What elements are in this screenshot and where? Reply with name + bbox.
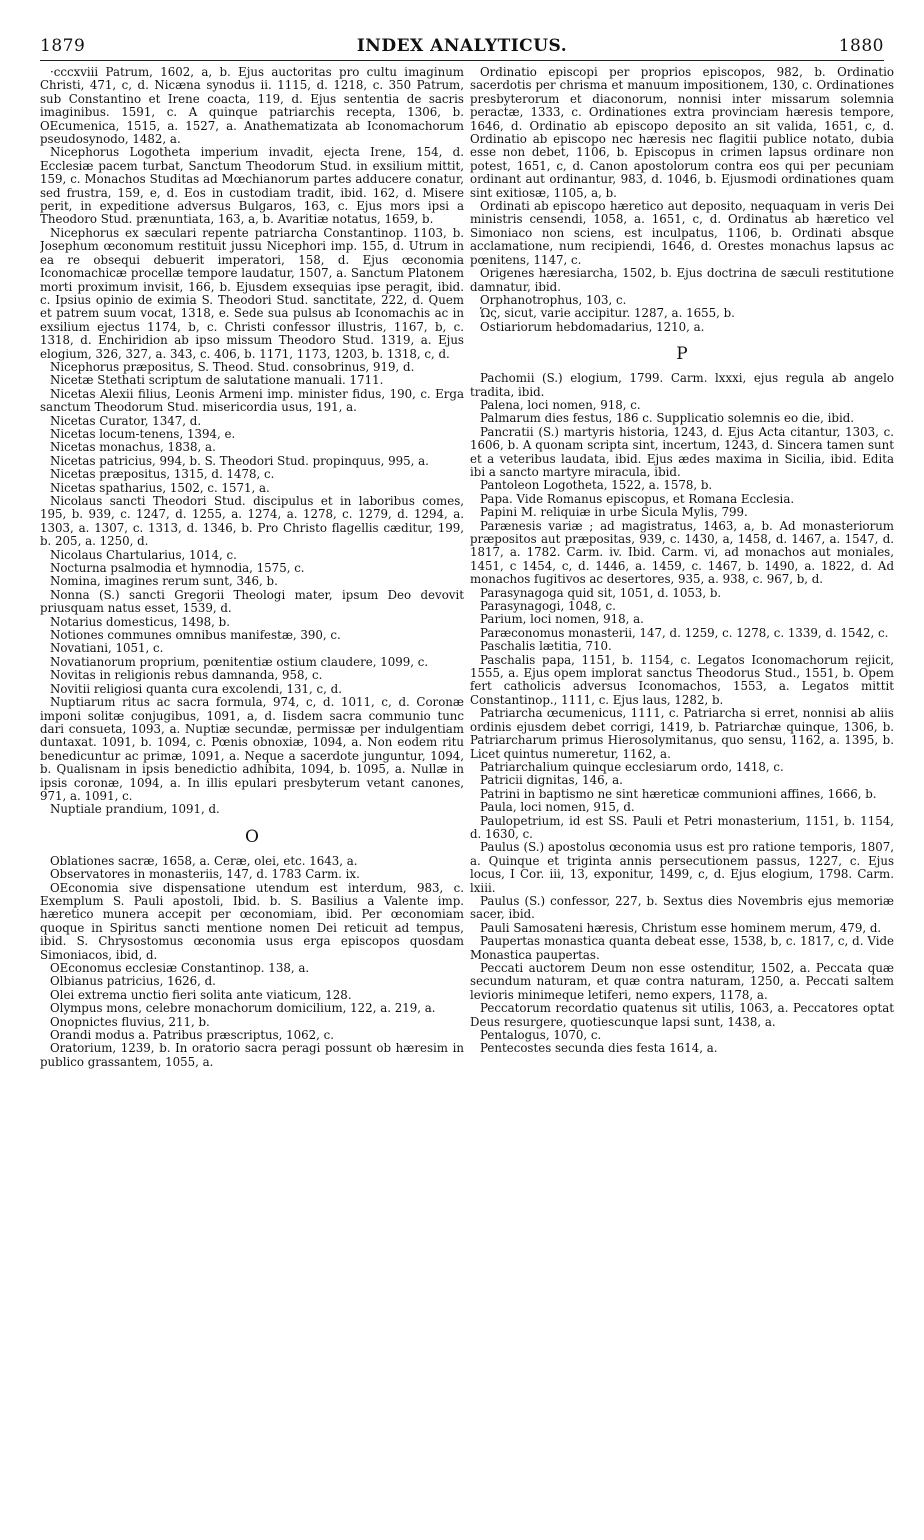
index-entry: Nicetas spatharius, 1502, c. 1571, a. — [50, 480, 270, 495]
index-entry: Papa. Vide Romanus episcopus, et Romana Ecclesia. — [480, 491, 795, 506]
index-entry: Nicephorus ex sæculari repente patriarcha Constantinop. 1103, b. Josephum œconomum restituit jussu Nicephori imp. 155, d. Utrum in ea re obsequi debuerit imperatori, 158, d. Ejus œconomia Iconomachicæ procellæ tempore laudatur, 1507, a. Sanctum Platonem morti proximum invisit, 166, b. Ejusdem exsequias ipse peragit, ibid. c. Ipsius opinio de eximia S. Theodori Stud. sanctitate, 222, d. Quem et patrem suum vocat, 1318, e. Sede sua pulsus ab Iconomachis ac in exsilium ejectus 1174, b, c. Christi confessor illustris, 1167, b, c. 1318, d. Enchiridion ab ipso missum Theodoro Stud. 1319, a. Ejus elogium, 326, 327, a. 343, c. 406, b. 1171, 1173, 1203, b. 1318, c, d. — [40, 225, 464, 361]
index-entry: Novitas in religionis rebus damnanda, 958, c. — [50, 668, 323, 683]
index-entry: Ὡς, sicut, varie accipitur. 1287, a. 1655, b. — [480, 306, 735, 321]
index-entry: Paupertas monastica quanta debeat esse, 1538, b, c. 1817, c, d. Vide Monastica paupertas. — [470, 934, 894, 962]
index-entry: Onopnictes fluvius, 211, b. — [50, 1014, 210, 1029]
index-entry: Orphanotrophus, 103, c. — [480, 292, 627, 307]
running-header — [40, 36, 884, 61]
index-entry: Parasynagoga quid sit, 1051, d. 1053, b. — [480, 585, 722, 600]
index-entry: Origenes hæresiarcha, 1502, b. Ejus doctrina de sæculi restitutione damnatur, ibid. — [470, 266, 894, 294]
index-entry: Nicolaus sancti Theodori Stud. discipulus et in laboribus comes, 195, b. 939, c. 1247, d. 1255, a. 1274, a. 1278, c. 1279, d. 1294, a. 1303, a. 1307, c. 1313, d. 1346, b. Pro Christo flagellis cæditur, 199, b. 205, a. 1250, d. — [40, 494, 464, 549]
index-entry: Palena, loci nomen, 918, c. — [480, 397, 641, 412]
index-entry: Patrini in baptismo ne sint hæreticæ communioni affines, 1666, b. — [480, 786, 877, 801]
page-number-left: 1879 — [40, 36, 86, 56]
index-entry: Pauli Samosateni hæresis, Christum esse hominem merum, 479, d. — [480, 920, 882, 935]
index-entry: OEconomus ecclesiæ Constantinop. 138, a. — [50, 961, 310, 975]
index-entry: Notiones communes omnibus manifestæ, 390, c. — [50, 628, 341, 643]
index-entry: Nicetas locum-tenens, 1394, e. — [50, 426, 236, 441]
index-entry: Parium, loci nomen, 918, a. — [480, 612, 644, 627]
index-entry: OEconomia sive dispensatione utendum est interdum, 983, c. Exemplum S. Pauli apostoli, Ibid. b. S. Basilius a Valente imp. hæretico munera accepit per œconomiam, ibid. Per œconomiam quoque in Spiritus sancti mentione nomen Dei reticuit ad tempus, ibid. S. Chrysostomus œconomia usus erga episcopos quosdam Simoniacos, ibid, d. — [40, 880, 464, 962]
right-column — [470, 66, 894, 1530]
index-entry: Novatiani, 1051, c. — [50, 641, 164, 656]
index-entry: Paræconomus monasterii, 147, d. 1259, c. 1278, c. 1339, d. 1542, c. — [480, 625, 889, 640]
index-entry: Pachomii (S.) elogium, 1799. Carm. lxxxi, ejus regula ab angelo tradita, ibid. — [470, 371, 894, 399]
index-entry: Nomina, imagines rerum sunt, 346, b. — [50, 574, 278, 589]
index-entry: Peccati auctorem Deum non esse ostenditur, 1502, a. Peccata quæ secundum naturam, et quæ contra naturam, 1250, a. Peccati saltem levioris minimeque letiferi, nemo expers, 1178, a. — [470, 961, 894, 1002]
index-entry: Oblationes sacræ, 1658, a. Ceræ, olei, etc. 1643, a. — [50, 853, 358, 868]
index-entry: Papini M. reliquiæ in urbe Sicula Mylis, 799. — [480, 505, 748, 520]
left-column — [40, 66, 464, 1530]
index-entry: Paula, loci nomen, 915, d. — [480, 800, 635, 815]
index-entry: Nicetas Curator, 1347, d. — [50, 413, 202, 428]
index-entry: Nicetas præpositus, 1315, d. 1478, c. — [50, 467, 275, 482]
index-entry: Pancratii (S.) martyris historia, 1243, d. Ejus Acta citantur, 1303, c. 1606, b. A quonam scripta sint, incertum, 1243, d. Sincera tamen sunt et a veteribus laudata, ibid. Ejus ædes maxima in Sicilia, ibid. Edita ibi a sancto martyre miracula, ibid. — [470, 424, 894, 479]
index-entry: Patriarchalium quinque ecclesiarum ordo, 1418, c. — [480, 759, 784, 774]
index-entry: Paschalis papa, 1151, b. 1154, c. Legatos Iconomachorum rejicit, 1555, a. Ejus opem implorat sanctus Theodorus Stud., 1551, b. Opem fert catholicis adversus Iconomachos, 1553, a. Legatos mittit Constantinop., 1111, c. Ejus laus, 1282, b. — [470, 652, 894, 707]
index-entry: Nocturna psalmodia et hymnodia, 1575, c. — [50, 561, 305, 576]
index-entry: Parasynagogi, 1048, c. — [480, 599, 616, 614]
index-entry: Patricii dignitas, 146, a. — [480, 773, 623, 788]
section-letter: P — [676, 344, 688, 365]
index-entry: Nicetas Alexii filius, Leonis Armeni imp. minister fidus, 190, c. Erga sanctum Theodorum Stud. misericordia usus, 191, a. — [40, 386, 464, 415]
index-entry: Paschalis lætitia, 710. — [480, 639, 612, 654]
index-entry: Pentecostes secunda dies festa 1614, a. — [480, 1041, 718, 1056]
page-number-right: 1880 — [838, 36, 884, 56]
index-entry: Nicolaus Chartularius, 1014, c. — [50, 547, 237, 562]
index-entry: Peccatorum recordatio quatenus sit utilis, 1063, a. Peccatores optat Deus resurgere, quotiescunque lapsi sunt, 1438, a. — [470, 1001, 894, 1029]
index-entry: ·cccxviii Patrum, 1602, a, b. Ejus auctoritas pro cultu imaginum Christi, 471, c, d. Nicæna synodus ii. 1115, d. 1218, c. 350 Patrum, sub Constantino et Irene coacta, 119, d. Ejus sententia de sacris imaginibus. 1591, c. A quinque patriarchis recepta, 1306, b. OEcumenica, 1515, a. 1527, a. Anathematizata ab Iconomachorum pseudosynodo, 1482, a. — [40, 66, 464, 147]
index-entry: Nicetæ Stethati scriptum de salutatione manuali. 1711. — [50, 373, 384, 388]
index-entry: Nuptiarum ritus ac sacra formula, 974, c, d. 1011, c, d. Coronæ imponi solitæ conjugibus, 1091, a, d. Iisdem sacra communio tunc dari consueta, 1093, a. Nuptiæ secundæ, permissæ per indulgentiam duntaxat. 1091, b. 1094, c. Pœnis obnoxiæ, 1094, a. Non eodem ritu benedicuntur ac primæ, 1091, a. Neque a sacerdote junguntur, 1094, b. Qualisnam in ipsis benedictio adhibita, 1094, b. 1095, a. Nullæ in ipsis coronæ, 1094, a. In illis epulari presbyterum vetant canones, 971, a. 1091, c. — [40, 695, 464, 803]
index-entry: Nicetas patricius, 994, b. S. Theodori Stud. propinquus, 995, a. — [50, 453, 429, 468]
index-entry: Notarius domesticus, 1498, b. — [50, 614, 230, 629]
index-entry: Olbianus patricius, 1626, d. — [50, 974, 216, 989]
index-entry: Ostiariorum hebdomadarius, 1210, a. — [480, 319, 705, 334]
index-entry: Pentalogus, 1070, c. — [480, 1028, 602, 1043]
index-entry: Nicetas monachus, 1838, a. — [50, 440, 216, 455]
index-entry: Nuptiale prandium, 1091, d. — [50, 802, 220, 817]
index-entry: Palmarum dies festus, 186 c. Supplicatio solemnis eo die, ibid. — [480, 411, 855, 426]
index-entry: Paulopetrium, id est SS. Pauli et Petri monasterium, 1151, b. 1154, d. 1630, c. — [470, 813, 894, 841]
index-entry: Novitii religiosi quanta cura excolendi, 131, c, d. — [50, 681, 342, 696]
index-entry: Oratorium, 1239, b. In oratorio sacra peragi possunt ob hæresim in publico grassantem, 1055, a. — [40, 1041, 464, 1069]
index-entry: Parænesis variæ ; ad magistratus, 1463, a, b. Ad monasteriorum præpositos aut præpositas, 939, c. 1430, a, 1458, d. 1467, a. 1547, d. 1817, a. 1782. Carm. iv. Ibid. Carm. vi, ad monachos aut moniales, 1451, c 1454, c, d. 1446, a. 1459, c. 1467, b. 1490, a. 1822, d. Ad monachos fugitivos ac desertores, 935, a. 938, c. 967, b, d. — [470, 518, 894, 587]
index-entry: Novatianorum proprium, pœnitentiæ ostium claudere, 1099, c. — [50, 654, 429, 669]
index-entry: Paulus (S.) apostolus œconomia usus est pro ratione temporis, 1807, a. Quinque et triginta annis persecutionem passus, 1227, c. Ejus locus, I Cor. iii, 13, exponitur, 1499, c, d. Ejus elogium, 1798. Carm. lxiii. — [470, 840, 894, 895]
index-entry: Paulus (S.) confessor, 227, b. Sextus dies Novembris ejus memoriæ sacer, ibid. — [470, 893, 894, 922]
index-entry: Olei extrema unctio fieri solita ante viaticum, 128. — [50, 987, 352, 1002]
index-entry: Pantoleon Logotheta, 1522, a. 1578, b. — [480, 478, 713, 493]
index-entry: Nicephorus Logotheta imperium invadit, ejecta Irene, 154, d. Ecclesiæ pacem turbat, Sanctum Theodorum Stud. in exsilium mittit, 159, c. Monachos Studitas ad Mœchianorum partes adducere conatur, sed frustra, 159, e, d. Eos in custodiam tradit, ibid. 162, d. Misere perit, in expeditione adversus Bulgaros, 163, c. Ejus mors ipsi a Theodoro Stud. prænuntiata, 163, a, b. Avaritiæ notatus, 1659, b. — [40, 145, 464, 227]
index-entry: Orandi modus a. Patribus præscriptus, 1062, c. — [50, 1028, 335, 1043]
index-entry: Observatores in monasteriis, 147, d. 1783 Carm. ix. — [50, 867, 360, 882]
index-entry: Ordinatio episcopi per proprios episcopos, 982, b. Ordinatio sacerdotis per chrisma et manuum impositionem, 130, c. Ordinationes presbyterorum et diaconorum, nonnisi inter missarum solemnia peractæ, 1333, c. Ordinationes extra provinciam hæresis tempore, 1646, d. Ordinatio ab episcopo deposito an sit valida, 1651, c, d. Ordinatio ab episcopo nec hæresis nec flagitii publice notato, dubia esse non debet, 1106, b. Episcopus in crimen lapsus ordinare non potest, 1651, c, d. Canon apostolorum contra eos qui per pecuniam ordinant aut ordinantur, 983, d. 1046, b. Ejusmodi ordinationes quam sint exitiosæ, 1105, a, b. — [470, 66, 894, 200]
page-title: INDEX ANALYTICUS. — [356, 36, 568, 56]
section-letter: O — [245, 826, 259, 847]
index-entry: Nicephorus præpositus, S. Theod. Stud. consobrinus, 919, d. — [50, 359, 415, 374]
index-entry: Olympus mons, celebre monachorum domicilium, 122, a. 219, a. — [50, 1001, 436, 1016]
index-entry: Patriarcha œcumenicus, 1111, c. Patriarcha si erret, nonnisi ab aliis ordinis ejusdem debet corrigi, 1419, b. Patriarchæ quinque, 1306, b. Patriarcharum primus Hierosolymitanus, quo sensu, 1162, a. 1395, b. Licet quintus numeretur, 1162, a. — [470, 706, 894, 761]
index-entry: Ordinati ab episcopo hæretico aut deposito, nequaquam in veris Dei ministris censendi, 1058, a. 1651, c, d. Ordinatus ab hæretico vel Simoniaco non sciens, est inculpatus, 1106, b. Ordinati absque acclamatione, num recipiendi, 1646, d. Orestes monachus lapsus ac pœnitens, 1147, c. — [470, 199, 894, 267]
index-entry: Nonna (S.) sancti Gregorii Theologi mater, ipsum Deo devovit priusquam natus esset, 1539, d. — [40, 587, 464, 616]
